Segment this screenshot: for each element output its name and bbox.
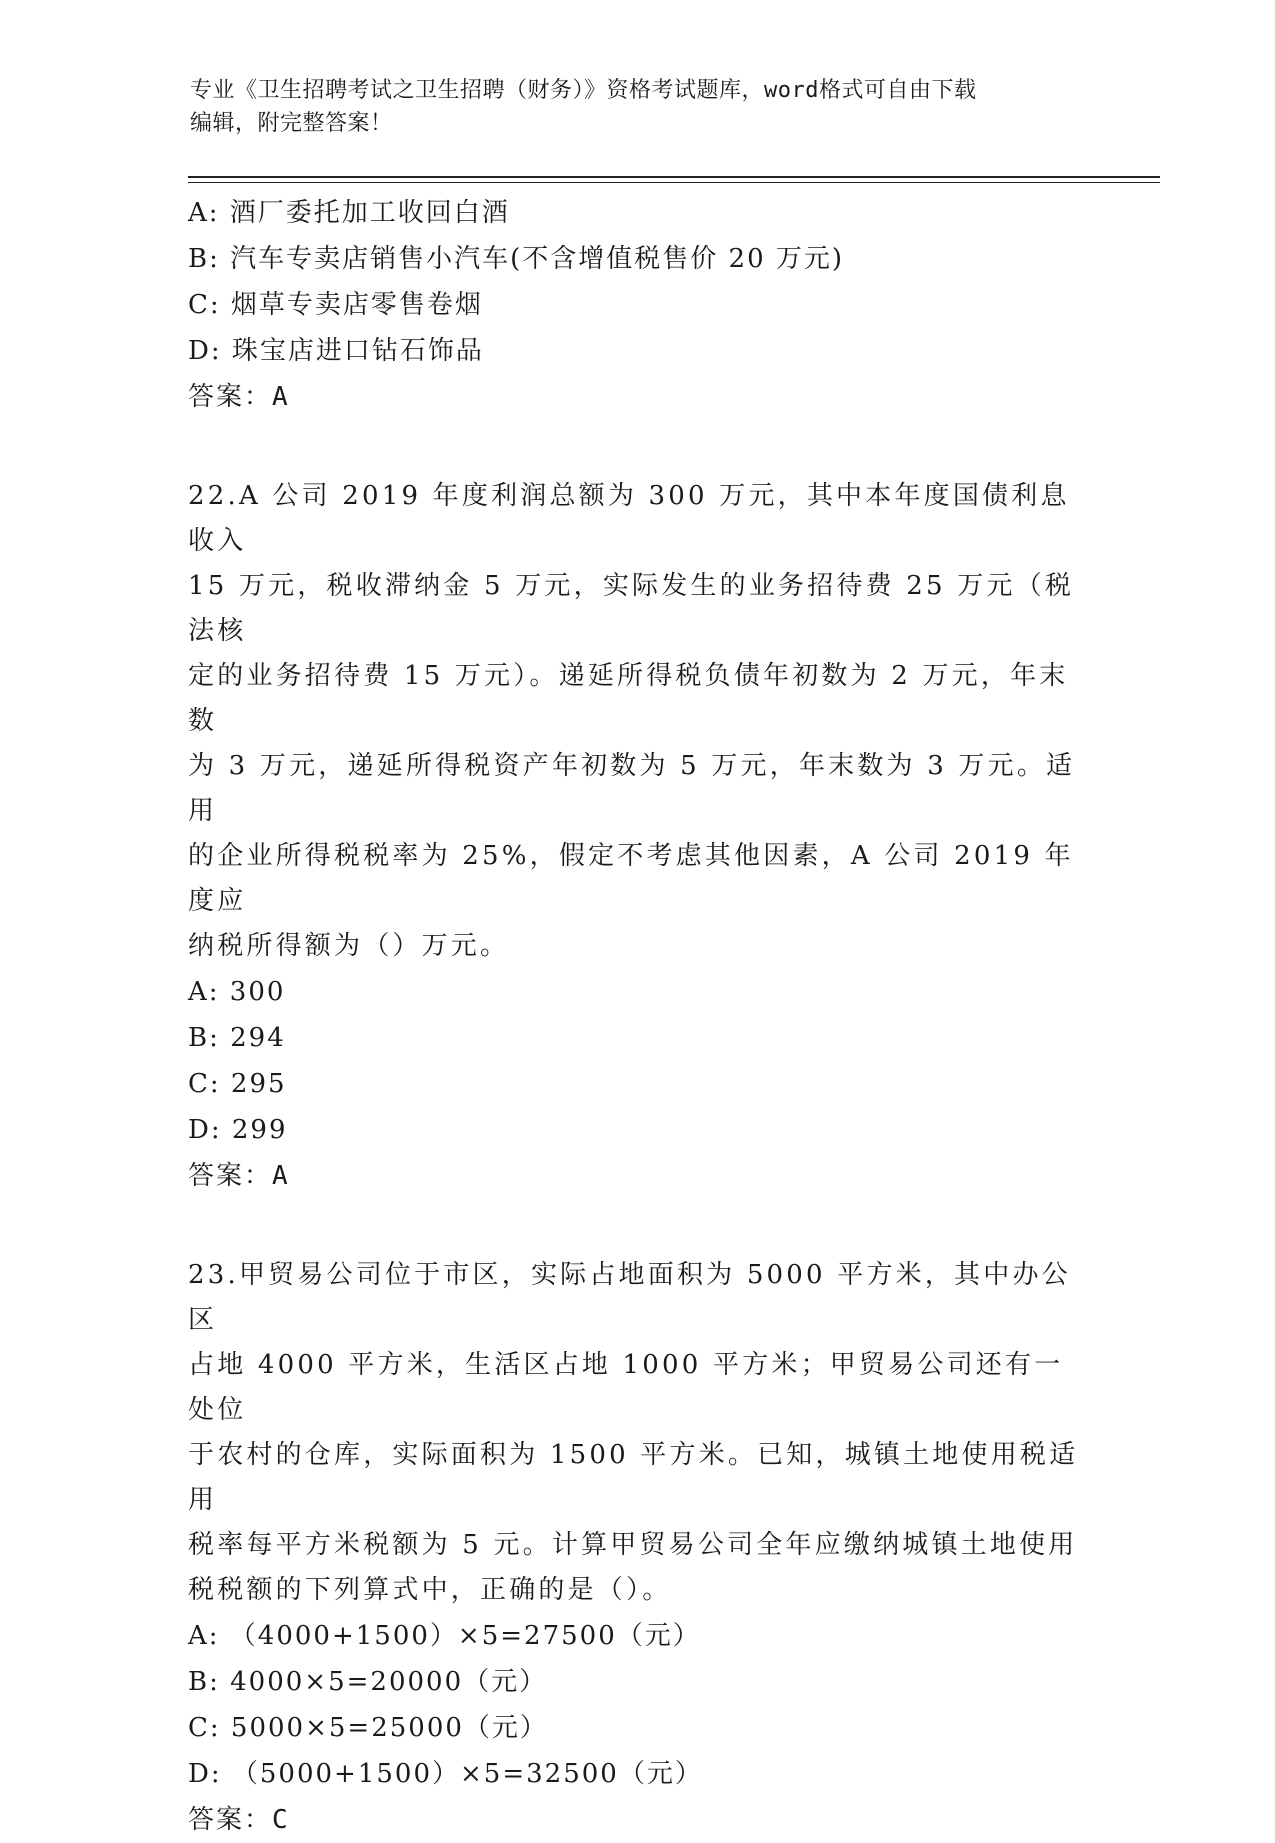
option-a: A: 酒厂委托加工收回白酒 <box>188 198 510 228</box>
spacer <box>188 1199 1088 1253</box>
header-rule-thick <box>188 176 1160 178</box>
stem-line: 定的业务招待费 15 万元）。递延所得税负债年初数为 2 万元，年末数 <box>188 661 1069 736</box>
option-b: B: 4000×5=20000（元） <box>188 1667 548 1697</box>
option-a: A: （4000+1500）×5=27500（元） <box>188 1621 701 1651</box>
answer-line: 答案：A <box>188 382 290 412</box>
stem-line: 15 万元，税收滞纳金 5 万元，实际发生的业务招待费 25 万元（税法核 <box>188 571 1075 646</box>
header-line-1: 专业《卫生招聘考试之卫生招聘（财务）》资格考试题库，word格式可自由下载 <box>190 78 977 103</box>
option-c: C: 5000×5=25000（元） <box>188 1713 548 1743</box>
stem-line: 于农村的仓库，实际面积为 1500 平方米。已知，城镇土地使用税适用 <box>188 1440 1079 1515</box>
stem-line: 税率每平方米税额为 5 元。计算甲贸易公司全年应缴纳城镇土地使用 <box>188 1530 1078 1560</box>
spacer <box>188 420 1088 474</box>
stem-line: 占地 4000 平方米，生活区占地 1000 平方米；甲贸易公司还有一处位 <box>188 1350 1064 1425</box>
answer-line: 答案：C <box>188 1805 290 1835</box>
question-content <box>188 190 1088 1843</box>
stem-line: 23.甲贸易公司位于市区，实际占地面积为 5000 平方米，其中办公区 <box>188 1260 1071 1335</box>
question-21 <box>188 190 1088 420</box>
header-rule-thin <box>188 182 1160 183</box>
option-a: A: 300 <box>188 977 286 1007</box>
option-b: B: 汽车专卖店销售小汽车(不含增值税售价 20 万元) <box>188 244 845 274</box>
stem-line: 的企业所得税税率为 25%，假定不考虑其他因素，A 公司 2019 年度应 <box>188 841 1074 916</box>
stem-line: 纳税所得额为（）万元。 <box>188 931 510 961</box>
document-header <box>190 74 1070 140</box>
stem-line: 22.A 公司 2019 年度利润总额为 300 万元，其中本年度国债利息收入 <box>188 481 1070 556</box>
option-d: D: 299 <box>188 1115 288 1145</box>
option-c: C: 295 <box>188 1069 287 1099</box>
option-d: D: （5000+1500）×5=32500（元） <box>188 1759 703 1789</box>
question-stem <box>188 1253 1088 1613</box>
header-line-2: 编辑，附完整答案！ <box>190 111 393 136</box>
answer-line: 答案：A <box>188 1161 290 1191</box>
question-23 <box>188 1253 1088 1843</box>
option-c: C: 烟草专卖店零售卷烟 <box>188 290 483 320</box>
stem-line: 为 3 万元，递延所得税资产年初数为 5 万元，年末数为 3 万元。适用 <box>188 751 1076 826</box>
question-22 <box>188 474 1088 1199</box>
option-b: B: 294 <box>188 1023 286 1053</box>
question-stem <box>188 474 1088 969</box>
stem-line: 税税额的下列算式中，正确的是（）。 <box>188 1575 672 1605</box>
option-d: D: 珠宝店进口钻石饰品 <box>188 336 484 366</box>
